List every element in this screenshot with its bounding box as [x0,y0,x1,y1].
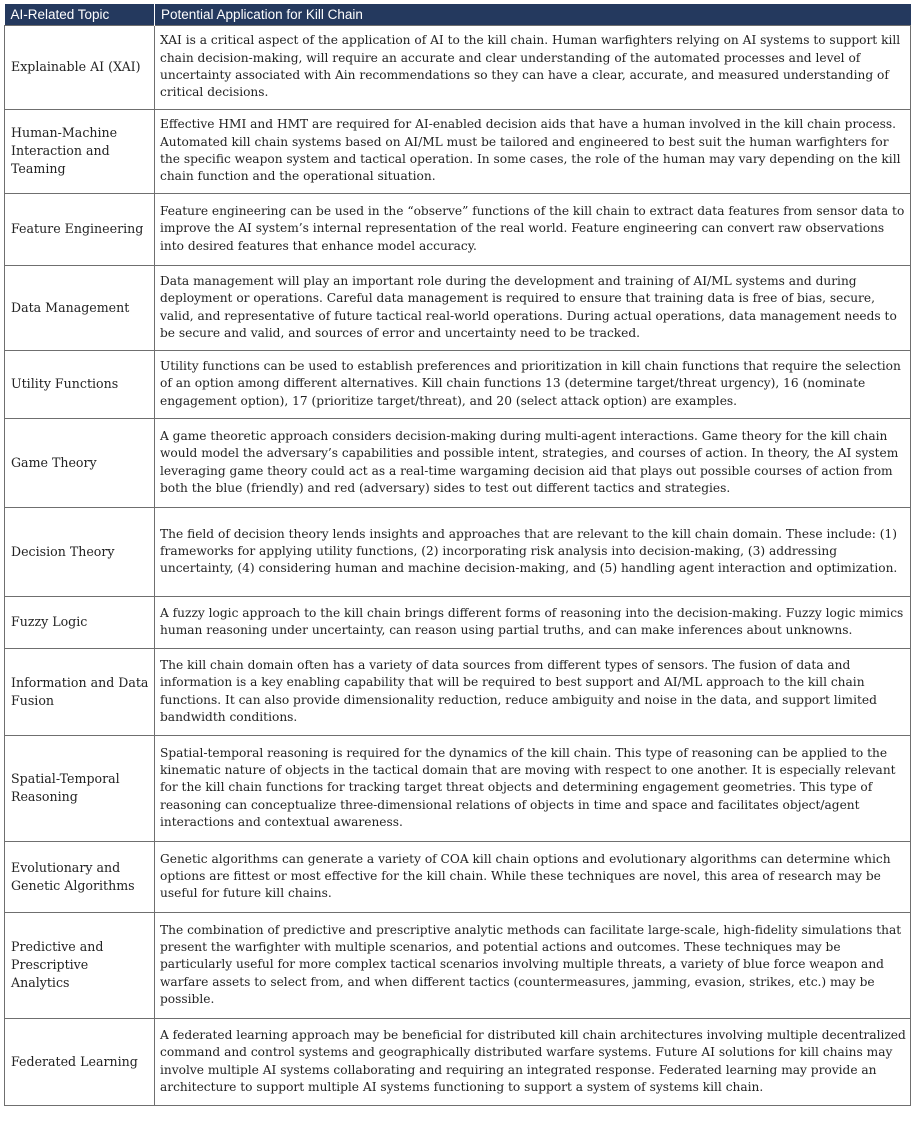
topic-cell: Game Theory [5,419,155,508]
header-application: Potential Application for Kill Chain [155,4,911,26]
table-row [5,194,911,266]
description-cell: A fuzzy logic approach to the kill chain brings different forms of reasoning into the decision-making. Fuzzy logic mimics human reasoning under uncertainty, can reason using partial truths, and can make inferences about unknowns. [155,597,911,649]
topic-cell: Human-Machine Interaction and Teaming [5,110,155,194]
header-topic: AI-Related Topic [5,4,155,26]
description-cell: The field of decision theory lends insights and approaches that are relevant to the kill chain domain. These include: (1) frameworks for applying utility functions, (2) incorporating risk analysis into decision-making, (3) addressing uncertainty, (4) considering human and machine decision-making, and (5) handling agent interaction and optimization. [155,508,911,597]
table-row [5,597,911,649]
table-header-row [5,4,911,26]
description-cell: Data management will play an important role during the development and training of AI/ML systems and during deployment or operations. Careful data management is required to ensure that training data is free of bias, secure, valid, and representative of future tactical real-world operations. During actual operations, data management needs to be secure and valid, and sources of error and uncertainty need to be tracked. [155,266,911,351]
table-row [5,1019,911,1106]
description-cell: Genetic algorithms can generate a variety of COA kill chain options and evolutionary algorithms can determine which options are fittest or most effective for the kill chain. While these techniques are novel, this area of research may be useful for future kill chains. [155,842,911,913]
table-row [5,508,911,597]
table-row [5,266,911,351]
table-row [5,419,911,508]
topic-cell: Information and Data Fusion [5,649,155,736]
topic-cell: Explainable AI (XAI) [5,26,155,110]
topic-cell: Evolutionary and Genetic Algorithms [5,842,155,913]
topic-cell: Feature Engineering [5,194,155,266]
topic-cell: Data Management [5,266,155,351]
table-row [5,842,911,913]
topic-cell: Predictive and Prescriptive Analytics [5,913,155,1019]
topic-cell: Decision Theory [5,508,155,597]
description-cell: Effective HMI and HMT are required for AI-enabled decision aids that have a human involved in the kill chain process. Automated kill chain systems based on AI/ML must be tailored and engineered to best suit the human warfighters for the specific weapon system and tactical operation. In some cases, the role of the human may vary depending on the kill chain function and the operational situation. [155,110,911,194]
table-row [5,736,911,842]
topic-cell: Utility Functions [5,351,155,419]
description-cell: Spatial-temporal reasoning is required for the dynamics of the kill chain. This type of reasoning can be applied to the kinematic nature of objects in the tactical domain that are moving with respect to one another. It is especially relevant for the kill chain functions for tracking target threat objects and determining engagement geometries. This type of reasoning can conceptualize three-dimensional relations of objects in time and space and facilitates object/agent interactions and contextual awareness. [155,736,911,842]
topic-cell: Federated Learning [5,1019,155,1106]
description-cell: A game theoretic approach considers decision-making during multi-agent interactions. Game theory for the kill chain would model the adversary’s capabilities and possible intent, strategies, and courses of action. In theory, the AI system leveraging game theory could act as a real-time wargaming decision aid that plays out possible courses of action from both the blue (friendly) and red (adversary) sides to test out different tactics and strategies. [155,419,911,508]
description-cell: XAI is a critical aspect of the application of AI to the kill chain. Human warfighters relying on AI systems to support kill chain decision-making, will require an accurate and clear understanding of the automated processes and level of uncertainty associated with Ain recommendations so they can have a clear, accurate, and measured understanding of critical decisions. [155,26,911,110]
topic-cell: Fuzzy Logic [5,597,155,649]
table-row [5,351,911,419]
table-row [5,913,911,1019]
description-cell: Utility functions can be used to establish preferences and prioritization in kill chain functions that require the selection of an option among different alternatives. Kill chain functions 13 (determine target/threat urgency), 16 (nominate engagement option), 17 (prioritize target/threat), and 20 (select attack option) are examples. [155,351,911,419]
description-cell: The combination of predictive and prescriptive analytic methods can facilitate large-scale, high-fidelity simulations that present the warfighter with multiple scenarios, and potential actions and outcomes. These techniques may be particularly useful for more complex tactical scenarios involving multiple threats, a variety of blue force weapon and warfare assets to select from, and when different tactics (countermeasures, jamming, evasion, strikes, etc.) may be possible. [155,913,911,1019]
table-row [5,649,911,736]
ai-kill-chain-table [4,4,911,1106]
table-row [5,26,911,110]
topic-cell: Spatial-Temporal Reasoning [5,736,155,842]
description-cell: Feature engineering can be used in the “observe” functions of the kill chain to extract data features from sensor data to improve the AI system’s internal representation of the real world. Feature engineering can convert raw observations into desired features that enhance model accuracy. [155,194,911,266]
description-cell: A federated learning approach may be beneficial for distributed kill chain architectures involving multiple decentralized command and control systems and geographically distributed warfare systems. Future AI solutions for kill chains may involve multiple AI systems collaborating and requiring an integrated response. Federated learning may provide an architecture to support multiple AI systems functioning to support a system of systems kill chain. [155,1019,911,1106]
description-cell: The kill chain domain often has a variety of data sources from different types of sensors. The fusion of data and information is a key enabling capability that will be required to best support and AI/ML approach to the kill chain functions. It can also provide dimensionality reduction, reduce ambiguity and noise in the data, and support limited bandwidth conditions. [155,649,911,736]
table-row [5,110,911,194]
